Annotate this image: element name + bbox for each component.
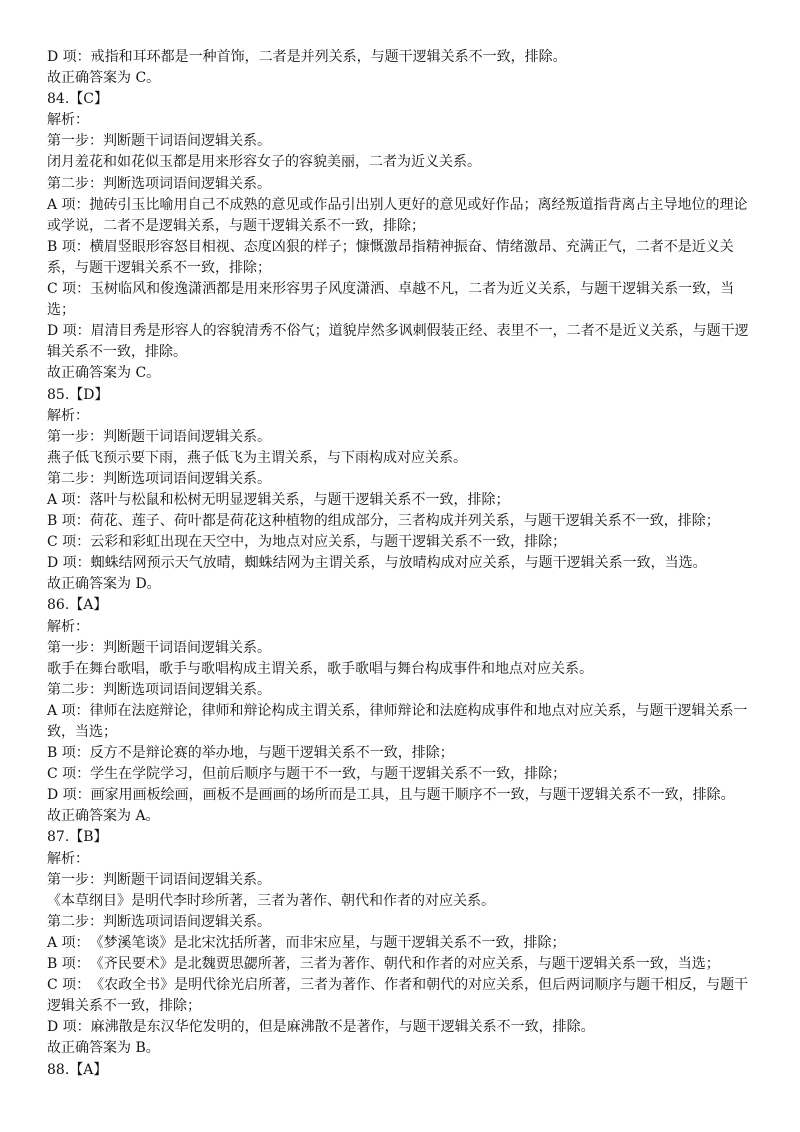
analysis-label: 解析： [47,618,89,635]
option-a-analysis: A 项：落叶与松鼠和松树无明显逻辑关系，与题干逻辑关系不一致，排除； [47,491,510,508]
stem-analysis: 闭月羞花和如花似玉都是用来形容女子的容貌美丽，二者为近义关系。 [47,154,481,171]
question-heading: 85.【D】 [47,386,109,403]
previous-question-tail [47,47,753,89]
option-c-analysis: C 项：玉树临风和俊逸潇洒都是用来形容男子风度潇洒、卓越不凡，二者为近义关系，与题干逻辑关系一致，当选； [47,281,735,319]
answer-line: 故正确答案为 D。 [47,576,161,593]
step-one-label: 第一步：判断题干词语间逻辑关系。 [47,133,271,150]
step-two-label: 第二步：判断选项词语间逻辑关系。 [47,175,271,192]
stem-analysis: 燕子低飞预示要下雨，燕子低飞为主谓关系，与下雨构成对应关系。 [47,449,467,466]
question-85 [47,385,753,596]
step-one-label: 第一步：判断题干词语间逻辑关系。 [47,428,271,445]
option-a-analysis: A 项：《梦溪笔谈》是北宋沈括所著，而非宋应星，与题干逻辑关系不一致，排除； [47,934,566,951]
option-d-analysis: D 项：画家用画板绘画，画板不是画画的场所而是工具，且与题干顺序不一致，与题干逻辑关系不一致，排除。 [47,787,735,804]
option-b-analysis: B 项：反方不是辩论赛的举办地，与题干逻辑关系不一致，排除； [47,745,454,762]
option-a-analysis: A 项：律师在法庭辩论，律师和辩论构成主谓关系，律师辩论和法庭构成事件和地点对应关系，与题干逻辑关系一致，当选； [47,702,748,740]
answer-line: 故正确答案为 A。 [47,808,160,825]
stem-analysis: 《本草纲目》是明代李时珍所著，三者为著作、朝代和作者的对应关系。 [47,892,495,909]
option-b-analysis: B 项：荷花、莲子、荷叶都是荷花这种植物的组成部分，三者构成并列关系，与题干逻辑关系不一致，排除； [47,513,720,530]
question-88 [47,1060,753,1081]
option-d-analysis: D 项：麻沸散是东汉华佗发明的，但是麻沸散不是著作，与题干逻辑关系不一致，排除。 [47,1019,595,1036]
option-c-analysis: C 项：《农政全书》是明代徐光启所著，三者为著作、作者和朝代的对应关系，但后两词顺序与题干相反，与题干逻辑关系不一致，排除； [47,977,749,1015]
question-heading: 84.【C】 [47,91,108,108]
option-d-analysis: D 项：眉清目秀是形容人的容貌清秀不俗气；道貌岸然多讽刺假装正经、表里不一，二者不是近义关系，与题干逻辑关系不一致，排除。 [47,323,749,361]
option-b-analysis: B 项：《齐民要术》是北魏贾思勰所著，三者为著作、朝代和作者的对应关系，与题干逻辑关系一致，当选； [47,956,720,973]
answer-line: 故正确答案为 C。 [47,365,161,382]
option-b-analysis: B 项：横眉竖眼形容怒目相视、态度凶狠的样子；慷慨激昂指精神振奋、情绪激昂、充满正气，二者不是近义关系，与题干逻辑关系不一致，排除； [47,238,734,276]
stem-analysis: 歌手在舞台歌唱，歌手与歌唱构成主谓关系，歌手歌唱与舞台构成事件和地点对应关系。 [47,660,593,677]
question-heading: 86.【A】 [47,597,108,614]
option-c-analysis: C 项：学生在学院学习，但前后顺序与题干不一致，与题干逻辑关系不一致，排除； [47,766,567,783]
analysis-label: 解析： [47,407,89,424]
option-a-analysis: A 项：抛砖引玉比喻用自己不成熟的意见或作品引出别人更好的意见或好作品；离经叛道指背离占主导地位的理论或学说，二者不是逻辑关系，与题干逻辑关系不一致，排除； [47,196,748,234]
step-two-label: 第二步：判断选项词语间逻辑关系。 [47,681,271,698]
question-84 [47,89,753,384]
question-87 [47,827,753,1059]
option-d-analysis: D 项：蜘蛛结网预示天气放晴，蜘蛛结网为主谓关系，与放晴构成对应关系，与题干逻辑关系一致，当选。 [47,555,707,572]
question-heading: 88.【A】 [47,1061,108,1078]
analysis-label: 解析： [47,112,89,129]
option-c-analysis: C 项：云彩和彩虹出现在天空中，为地点对应关系，与题干逻辑关系不一致，排除； [47,534,567,551]
analysis-label: 解析： [47,850,89,867]
step-two-label: 第二步：判断选项词语间逻辑关系。 [47,913,271,930]
step-two-label: 第二步：判断选项词语间逻辑关系。 [47,470,271,487]
answer-line: 故正确答案为 B。 [47,1040,160,1057]
option-d-analysis: D 项：戒指和耳环都是一种首饰，二者是并列关系，与题干逻辑关系不一致，排除。 [47,49,567,65]
question-86 [47,595,753,827]
step-one-label: 第一步：判断题干词语间逻辑关系。 [47,871,271,888]
question-heading: 87.【B】 [47,829,108,846]
answer-line: 故正确答案为 C。 [47,70,161,87]
step-one-label: 第一步：判断题干词语间逻辑关系。 [47,639,271,656]
